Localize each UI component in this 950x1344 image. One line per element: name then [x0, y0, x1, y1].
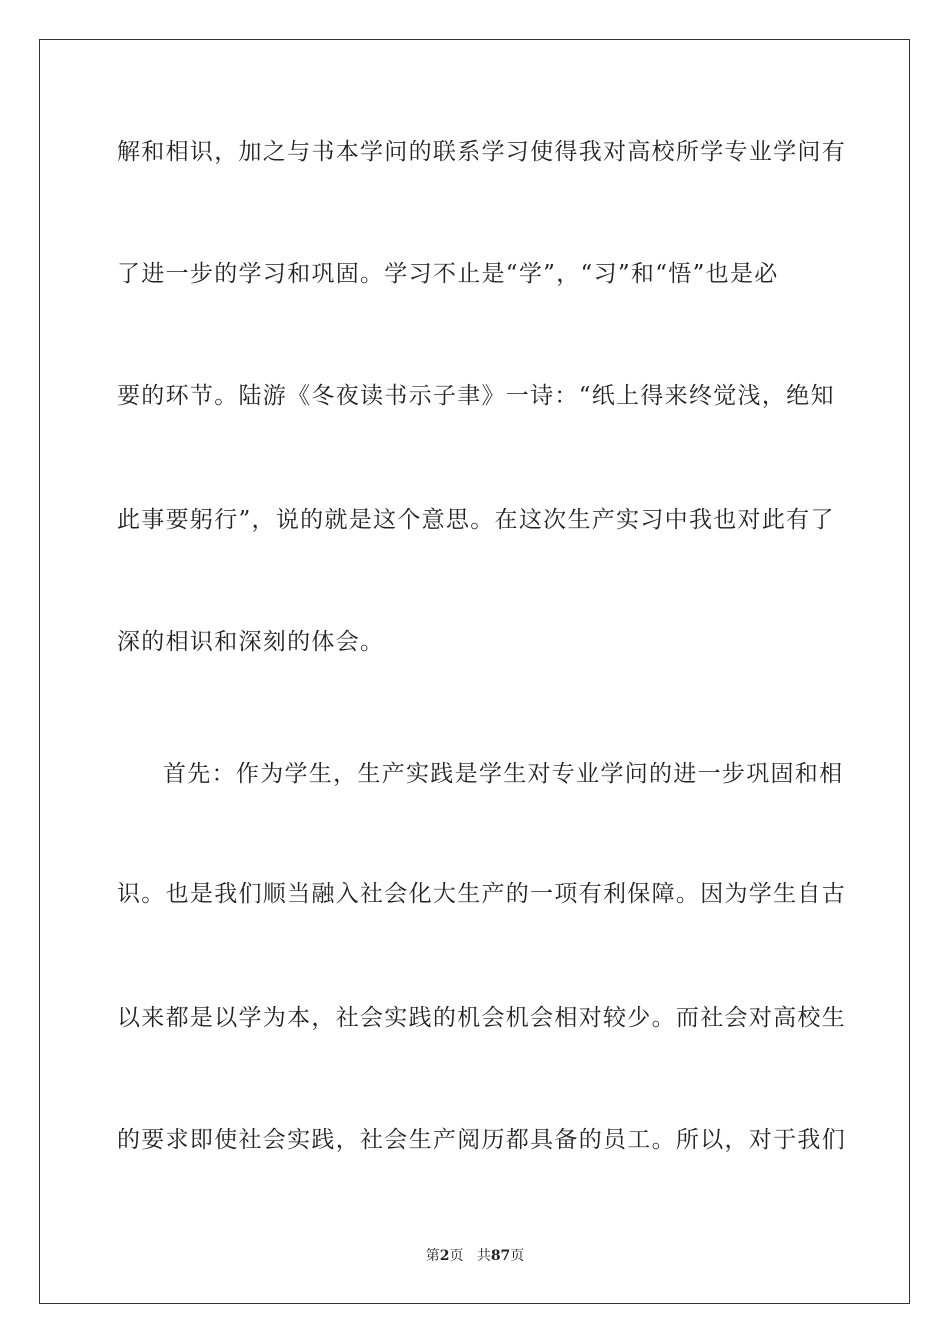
- text-line: 此事要躬行”，说的就是这个意思。在这次生产实习中我也对此有了: [117, 507, 835, 533]
- text-line: 识。也是我们顺当融入社会化大生产的一项有利保障。因为学生自古: [117, 881, 846, 907]
- page-suffix: 页: [449, 1248, 464, 1264]
- text-line: 了进一步的学习和巩固。学习不止是“学”，“习”和“悟”也是必: [117, 261, 779, 287]
- total-suffix: 页: [510, 1248, 525, 1264]
- total-prefix: 共: [476, 1248, 491, 1264]
- paragraph-first-line: 首先：作为学生，生产实践是学生对专业学问的进一步巩固和相: [163, 761, 844, 787]
- page-border: [39, 39, 910, 1304]
- text-line: 的要求即使社会实践，社会生产阅历都具备的员工。所以，对于我们: [117, 1127, 846, 1153]
- page-footer: [0, 1247, 950, 1265]
- text-line: 解和相识，加之与书本学问的联系学习使得我对高校所学专业学问有: [117, 139, 846, 165]
- page-number: 2: [439, 1248, 450, 1264]
- text-line: 以来都是以学为本，社会实践的机会机会相对较少。而社会对高校生: [117, 1005, 846, 1031]
- text-line: 深的相识和深刻的体会。: [117, 629, 385, 655]
- text-line: 要的环节。陆游《冬夜读书示子聿》一诗：“纸上得来终觉浅，绝知: [117, 383, 835, 409]
- page-prefix: 第: [425, 1248, 440, 1264]
- total-pages: 87: [490, 1248, 511, 1264]
